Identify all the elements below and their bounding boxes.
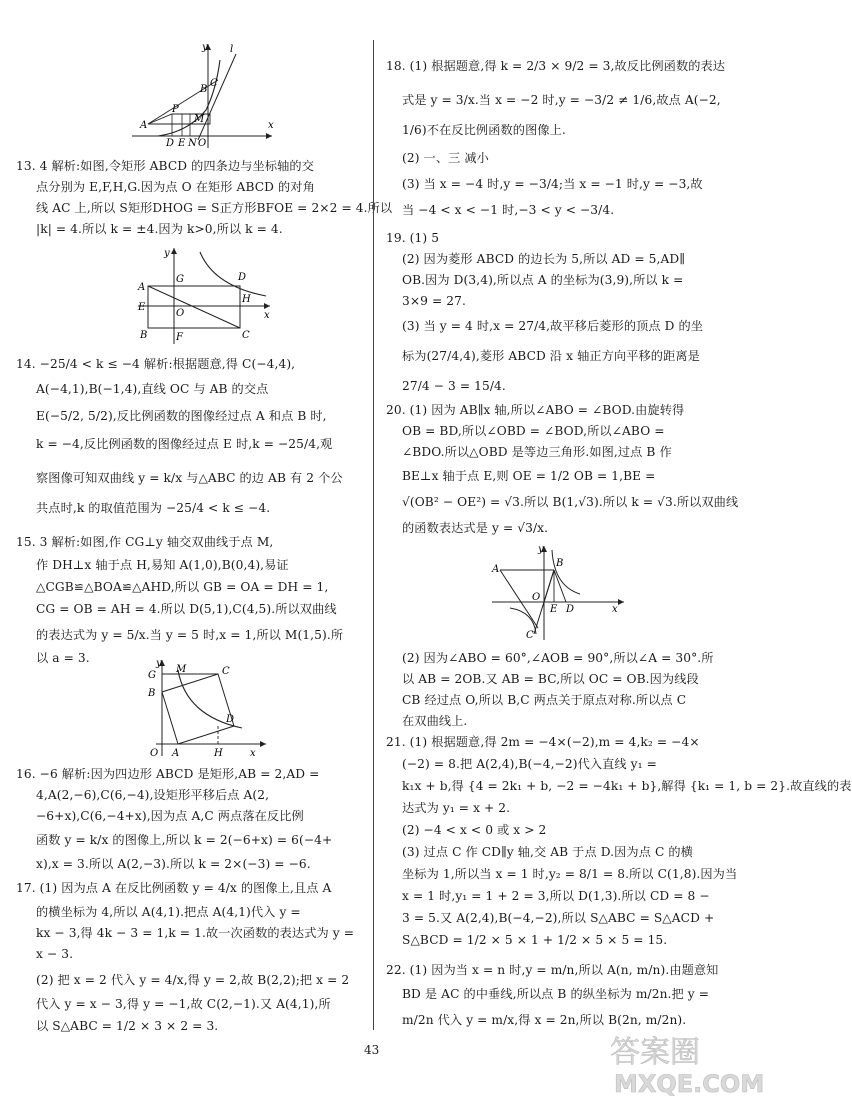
q19-line-6: 标为(27/4,4),菱形 ABCD 沿 x 轴正方向平移的距离是 xyxy=(402,349,700,363)
q18-line-6: 当 −4 < x < −1 时,−3 < y < −3/4. xyxy=(402,203,615,217)
fig-label-x: x xyxy=(268,120,274,131)
q18-line-5: (3) 当 x = −4 时,y = −3/4;当 x = −1 时,y = −3,故 xyxy=(402,177,703,191)
q16-line-1: 16. −6 解析:因为四边形 ABCD 是矩形,AB = 2,AD = xyxy=(16,767,320,781)
q17-line-5: (2) 把 x = 2 代入 y = 4/x,得 y = 2,故 B(2,2);把 x = 2 xyxy=(36,973,350,987)
q21-line-1: 21. (1) 根据题意,得 2m = −4×(−2),m = 4,k₂ = −4× xyxy=(386,735,700,749)
fig-label-E: E xyxy=(138,302,146,313)
q19-line-7: 27/4 − 3 = 15/4. xyxy=(402,379,506,393)
q17-line-3: kx − 3,得 4k − 3 = 1,k = 1.故一次函数的表达式为 y = xyxy=(36,926,355,940)
figure-q20 xyxy=(488,542,628,642)
q19-line-2: (2) 因为菱形 ABCD 的边长为 5,所以 AD = 5,AD∥ xyxy=(402,252,685,266)
fig-label-y: y xyxy=(164,248,170,259)
q18-line-1: 18. (1) 根据题意,得 k = 2/3 × 9/2 = 3,故反比例函数的表达 xyxy=(386,59,726,73)
q20-line-5: √(OB² − OE²) = √3.所以 B(1,√3).所以 k = √3.所以双曲线 xyxy=(402,495,739,509)
fig-label-E: E xyxy=(550,604,558,615)
q21-line-4: 达式为 y₁ = x + 2. xyxy=(402,801,511,815)
fig-label-y: y xyxy=(156,658,162,669)
q13-line-1: 13. 4 解析:如图,令矩形 ABCD 的四条边与坐标轴的交 xyxy=(16,159,314,173)
q14-line-3: E(−5/2, 5/2),反比例函数的图像经过点 A 和点 B 时, xyxy=(36,409,327,423)
fig-label-M: M xyxy=(176,664,187,675)
q15-line-4: CG = OB = AH = 4.所以 D(5,1),C(4,5).所以双曲线 xyxy=(36,602,337,616)
q15-line-2: 作 DH⊥x 轴于点 H,易知 A(1,0),B(0,4),易证 xyxy=(36,558,289,572)
fig-label-O: O xyxy=(150,748,159,759)
q17-line-4: x − 3. xyxy=(36,947,74,961)
q21-line-3: k₁x + b,得 {4 = 2k₁ + b, −2 = −4k₁ + b},解得 {k₁ = 1, b = 2}.故直线的表 xyxy=(402,779,852,793)
fig-label-A: A xyxy=(492,564,500,575)
q22-line-1: 22. (1) 因为当 x = n 时,y = m/n,所以 A(n, m/n).由题意知 xyxy=(386,963,719,977)
fig-label-C: C xyxy=(222,666,230,677)
fig-label-O: O xyxy=(532,592,541,603)
q17-line-6: 代入 y = x − 3,得 y = −1,故 C(2,−1).又 A(4,1),所 xyxy=(36,997,331,1011)
fig-label-B: B xyxy=(200,84,208,95)
q14-line-2: A(−4,1),B(−1,4),直线 OC 与 AB 的交点 xyxy=(36,382,269,396)
q21-line-10: S△BCD = 1/2 × 5 × 1 + 1/2 × 5 × 5 = 15. xyxy=(402,933,668,947)
q13-line-3: 线 AC 上,所以 S矩形DHOG = S正方形BFOE = 2×2 = 4.所以 xyxy=(36,201,393,215)
q19-line-5: (3) 当 y = 4 时,x = 27/4,故平移后菱形的顶点 D 的坐 xyxy=(402,319,704,333)
q15-line-1: 15. 3 解析:如图,作 CG⊥y 轴交双曲线于点 M, xyxy=(16,535,274,549)
q20-line-8: 以 AB = 2OB.又 AB = BC,所以 OC = OB.因为线段 xyxy=(402,672,699,686)
fig-label-A: A xyxy=(172,748,180,759)
fig-label-O: O xyxy=(198,138,207,149)
fig-label-l: l xyxy=(230,44,234,55)
fig-label-C: C xyxy=(526,630,534,641)
fig-label-G: G xyxy=(176,274,184,285)
q20-line-2: OB = BD,所以∠OBD = ∠BOD,所以∠ABO = xyxy=(402,424,665,438)
fig-label-y: y xyxy=(538,544,544,555)
q17-line-1: 17. (1) 因为点 A 在反比例函数 y = 4/x 的图像上,且点 A xyxy=(16,881,332,895)
fig-label-H: H xyxy=(214,748,223,759)
q21-line-8: x = 1 时,y₁ = 1 + 2 = 3,所以 D(1,3).所以 CD = 8 − xyxy=(402,889,710,903)
q20-line-10: 在双曲线上. xyxy=(402,714,468,728)
q20-line-1: 20. (1) 因为 AB∥x 轴,所以∠ABO = ∠BOD.由旋转得 xyxy=(386,403,685,417)
q15-line-5: 的表达式为 y = 5/x.当 y = 5 时,x = 1,所以 M(1,5).所 xyxy=(36,628,344,642)
q18-line-4: (2) 一、三 减小 xyxy=(402,151,489,165)
q16-line-3: −6+x),C(6,−4+x),因为点 A,C 两点落在反比例 xyxy=(36,809,304,823)
fig-label-N: N xyxy=(188,138,197,149)
q13-line-4: |k| = 4.所以 k = ±4.因为 k>0,所以 k = 4. xyxy=(36,222,283,236)
fig-label-O: O xyxy=(176,308,185,319)
fig-label-M: M xyxy=(194,114,205,125)
q22-line-2: BD 是 AC 的中垂线,所以点 B 的纵坐标为 m/2n.把 y = xyxy=(402,987,710,1001)
watermark-top-text: 答案圈 xyxy=(610,1035,700,1070)
q19-line-3: OB.因为 D(3,4),所以点 A 的坐标为(3,9),所以 k = xyxy=(402,273,684,287)
figure-hyperbola-top xyxy=(128,40,278,150)
fig-label-B: B xyxy=(148,688,156,699)
q15-line-6: 以 a = 3. xyxy=(36,651,90,665)
q14-line-5: 察图像可知双曲线 y = k/x 与△ABC 的边 AB 有 2 个公 xyxy=(36,471,343,485)
q16-line-5: x),x = 3.所以 A(2,−3).所以 k = 2×(−3) = −6. xyxy=(36,857,311,871)
fig-label-F: F xyxy=(176,332,183,343)
fig-label-H: H xyxy=(242,294,251,305)
page-number: 43 xyxy=(364,1043,380,1057)
watermark-logo xyxy=(600,1028,765,1098)
figure-q13 xyxy=(134,244,274,346)
q18-line-3: 1/6)不在反比例函数的图像上. xyxy=(402,123,566,137)
fig-label-D: D xyxy=(566,604,575,615)
q20-line-4: BE⊥x 轴于点 E,则 OE = 1/2 OB = 1,BE = xyxy=(402,469,656,483)
q21-line-6: (3) 过点 C 作 CD∥y 轴,交 AB 于点 D.因为点 C 的横 xyxy=(402,845,693,859)
q13-line-2: 点分别为 E,F,H,G.因为点 O 在矩形 ABCD 的对角 xyxy=(36,180,315,194)
fig-label-B: B xyxy=(140,330,148,341)
q18-line-2: 式是 y = 3/x.当 x = −2 时,y = −3/2 ≠ 1/6,故点 A(−2, xyxy=(402,93,721,107)
q19-line-1: 19. (1) 5 xyxy=(386,231,440,245)
fig-label-E: E xyxy=(178,138,186,149)
q14-line-1: 14. −25/4 < k ≤ −4 解析:根据题意,得 C(−4,4), xyxy=(16,357,296,371)
fig-label-P: P xyxy=(172,104,179,115)
fig-label-y: y xyxy=(202,42,208,53)
fig-label-D: D xyxy=(166,138,175,149)
q17-line-7: 以 S△ABC = 1/2 × 3 × 2 = 3. xyxy=(36,1019,219,1033)
q20-line-3: ∠BDO.所以△OBD 是等边三角形.如图,过点 B 作 xyxy=(402,445,672,459)
q14-line-4: k = −4,反比例函数的图像经过点 E 时,k = −25/4,观 xyxy=(36,437,333,451)
q14-line-6: 共点时,k 的取值范围为 −25/4 < k ≤ −4. xyxy=(36,501,271,515)
figure-q15 xyxy=(142,656,272,760)
q21-line-2: (−2) = 8.把 A(2,4),B(−4,−2)代入直线 y₁ = xyxy=(402,757,657,771)
q20-line-6: 的函数表达式是 y = √3/x. xyxy=(402,521,549,535)
fig-label-C: C xyxy=(242,330,250,341)
q16-line-4: 函数 y = k/x 的图像上,所以 k = 2(−6+x) = 6(−4+ xyxy=(36,833,333,847)
fig-label-D: D xyxy=(226,714,235,725)
fig-label-C: C xyxy=(210,78,218,89)
fig-label-x: x xyxy=(250,748,256,759)
fig-label-B: B xyxy=(556,558,564,569)
fig-label-D: D xyxy=(238,272,247,283)
q16-line-2: 4,A(2,−6),C(6,−4),设矩形平移后点 A(2, xyxy=(36,788,270,802)
q15-line-3: △CGB≌△BOA≌△AHD,所以 GB = OA = DH = 1, xyxy=(36,580,329,594)
watermark-bottom-text: MXQE.COM xyxy=(614,1070,765,1098)
fig-label-x: x xyxy=(612,604,618,615)
q21-line-5: (2) −4 < x < 0 或 x > 2 xyxy=(402,823,547,837)
fig-label-A: A xyxy=(140,120,148,131)
fig-label-G: G xyxy=(148,670,156,681)
fig-label-x: x xyxy=(264,310,270,321)
q21-line-9: 3 = 5.又 A(2,4),B(−4,−2),所以 S△ABC = S△ACD + xyxy=(402,911,715,925)
q20-line-7: (2) 因为∠ABO = 60°,∠AOB = 90°,所以∠A = 30°.所 xyxy=(402,651,714,665)
q19-line-4: 3×9 = 27. xyxy=(402,294,466,308)
column-divider xyxy=(373,40,374,1030)
q20-line-9: CB 经过点 O,所以 B,C 两点关于原点对称.所以点 C xyxy=(402,693,687,707)
fig-label-A: A xyxy=(138,282,146,293)
q21-line-7: 坐标为 1,所以当 x = 1 时,y₂ = 8/1 = 8.所以 C(1,8).因为当 xyxy=(402,867,738,881)
q17-line-2: 的横坐标为 4,所以 A(4,1).把点 A(4,1)代入 y = xyxy=(36,905,301,919)
q22-line-3: m/2n 代入 y = m/x,得 x = 2n,所以 B(2n, m/2n). xyxy=(402,1013,687,1027)
